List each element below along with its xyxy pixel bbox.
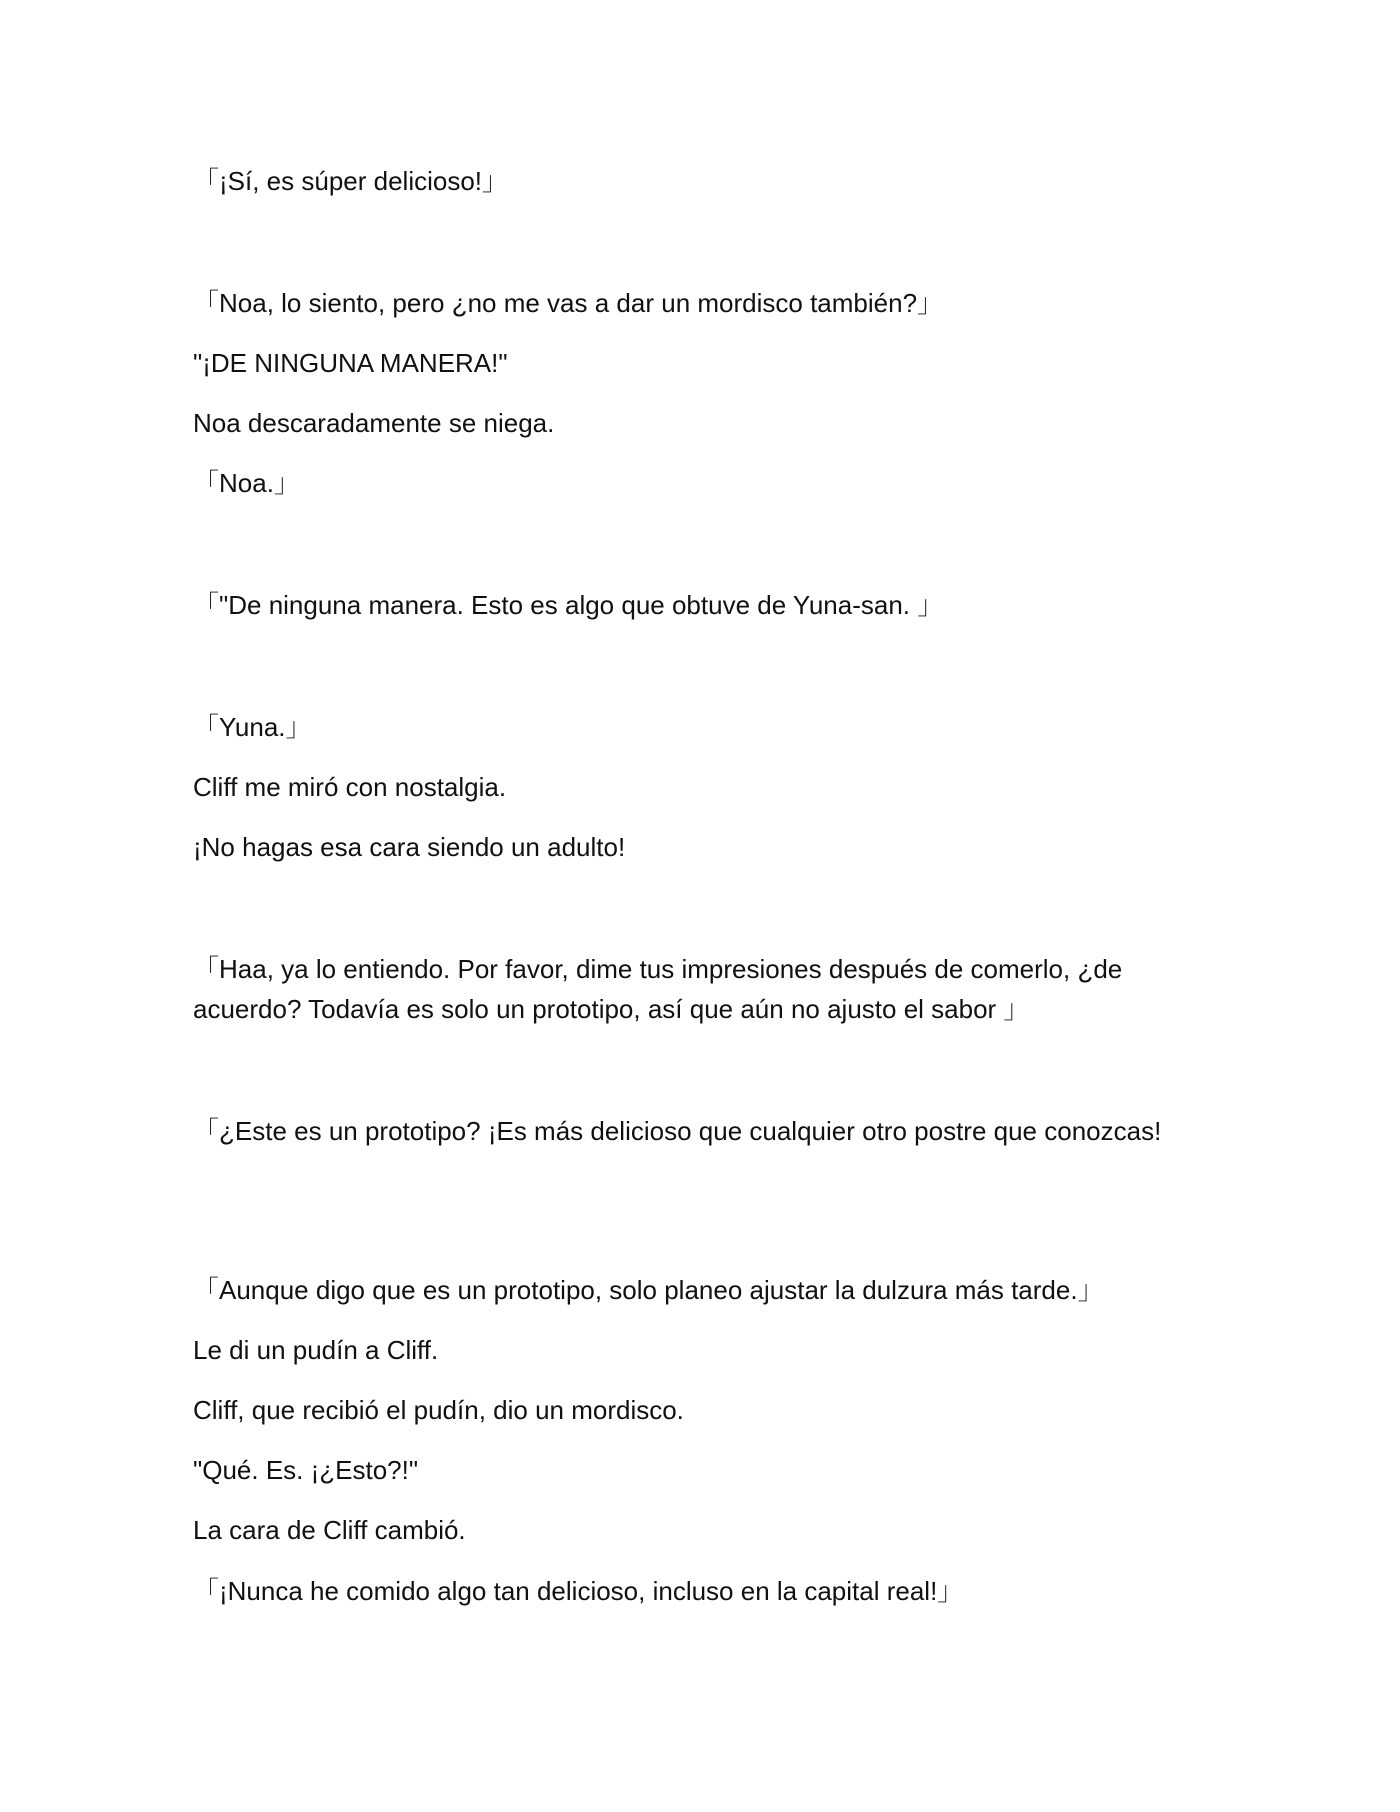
paragraph-12: 「Aunque digo que es un prototipo, solo planeo ajustar la dulzura más tarde.」	[193, 1275, 1104, 1305]
paragraph-13: Le di un pudín a Cliff.	[193, 1335, 439, 1365]
paragraph-2: 「Noa, lo siento, pero ¿no me vas a dar un mordisco también?」	[193, 288, 944, 318]
paragraph-8: Cliff me miró con nostalgia.	[193, 772, 507, 802]
paragraph-5: 「Noa.」	[193, 468, 300, 498]
paragraph-4: Noa descaradamente se niega.	[193, 408, 555, 438]
paragraph-6: 「"De ninguna manera. Esto es algo que obtuve de Yuna-san. 」	[193, 590, 944, 620]
paragraph-1: 「¡Sí, es súper delicioso!」	[193, 166, 509, 196]
paragraph-16: La cara de Cliff cambió.	[193, 1515, 466, 1545]
paragraph-9: ¡No hagas esa cara siendo un adulto!	[193, 832, 626, 862]
paragraph-15: "Qué. Es. ¡¿Esto?!"	[193, 1455, 419, 1485]
paragraph-11: 「¿Este es un prototipo? ¡Es más delicioso que cualquier otro postre que conozcas!	[193, 1116, 1162, 1146]
paragraph-17: 「¡Nunca he comido algo tan delicioso, incluso en la capital real!」	[193, 1576, 964, 1606]
paragraph-3: "¡DE NINGUNA MANERA!"	[193, 348, 508, 378]
paragraph-10: 「Haa, ya lo entiendo. Por favor, dime tus impresiones después de comerlo, ¿de acuerdo? Todavía es solo un prototipo, así que aún no ajusto el sabor 」	[193, 954, 1123, 1024]
paragraph-14: Cliff, que recibió el pudín, dio un mordisco.	[193, 1395, 684, 1425]
paragraph-7: 「Yuna.」	[193, 712, 312, 742]
